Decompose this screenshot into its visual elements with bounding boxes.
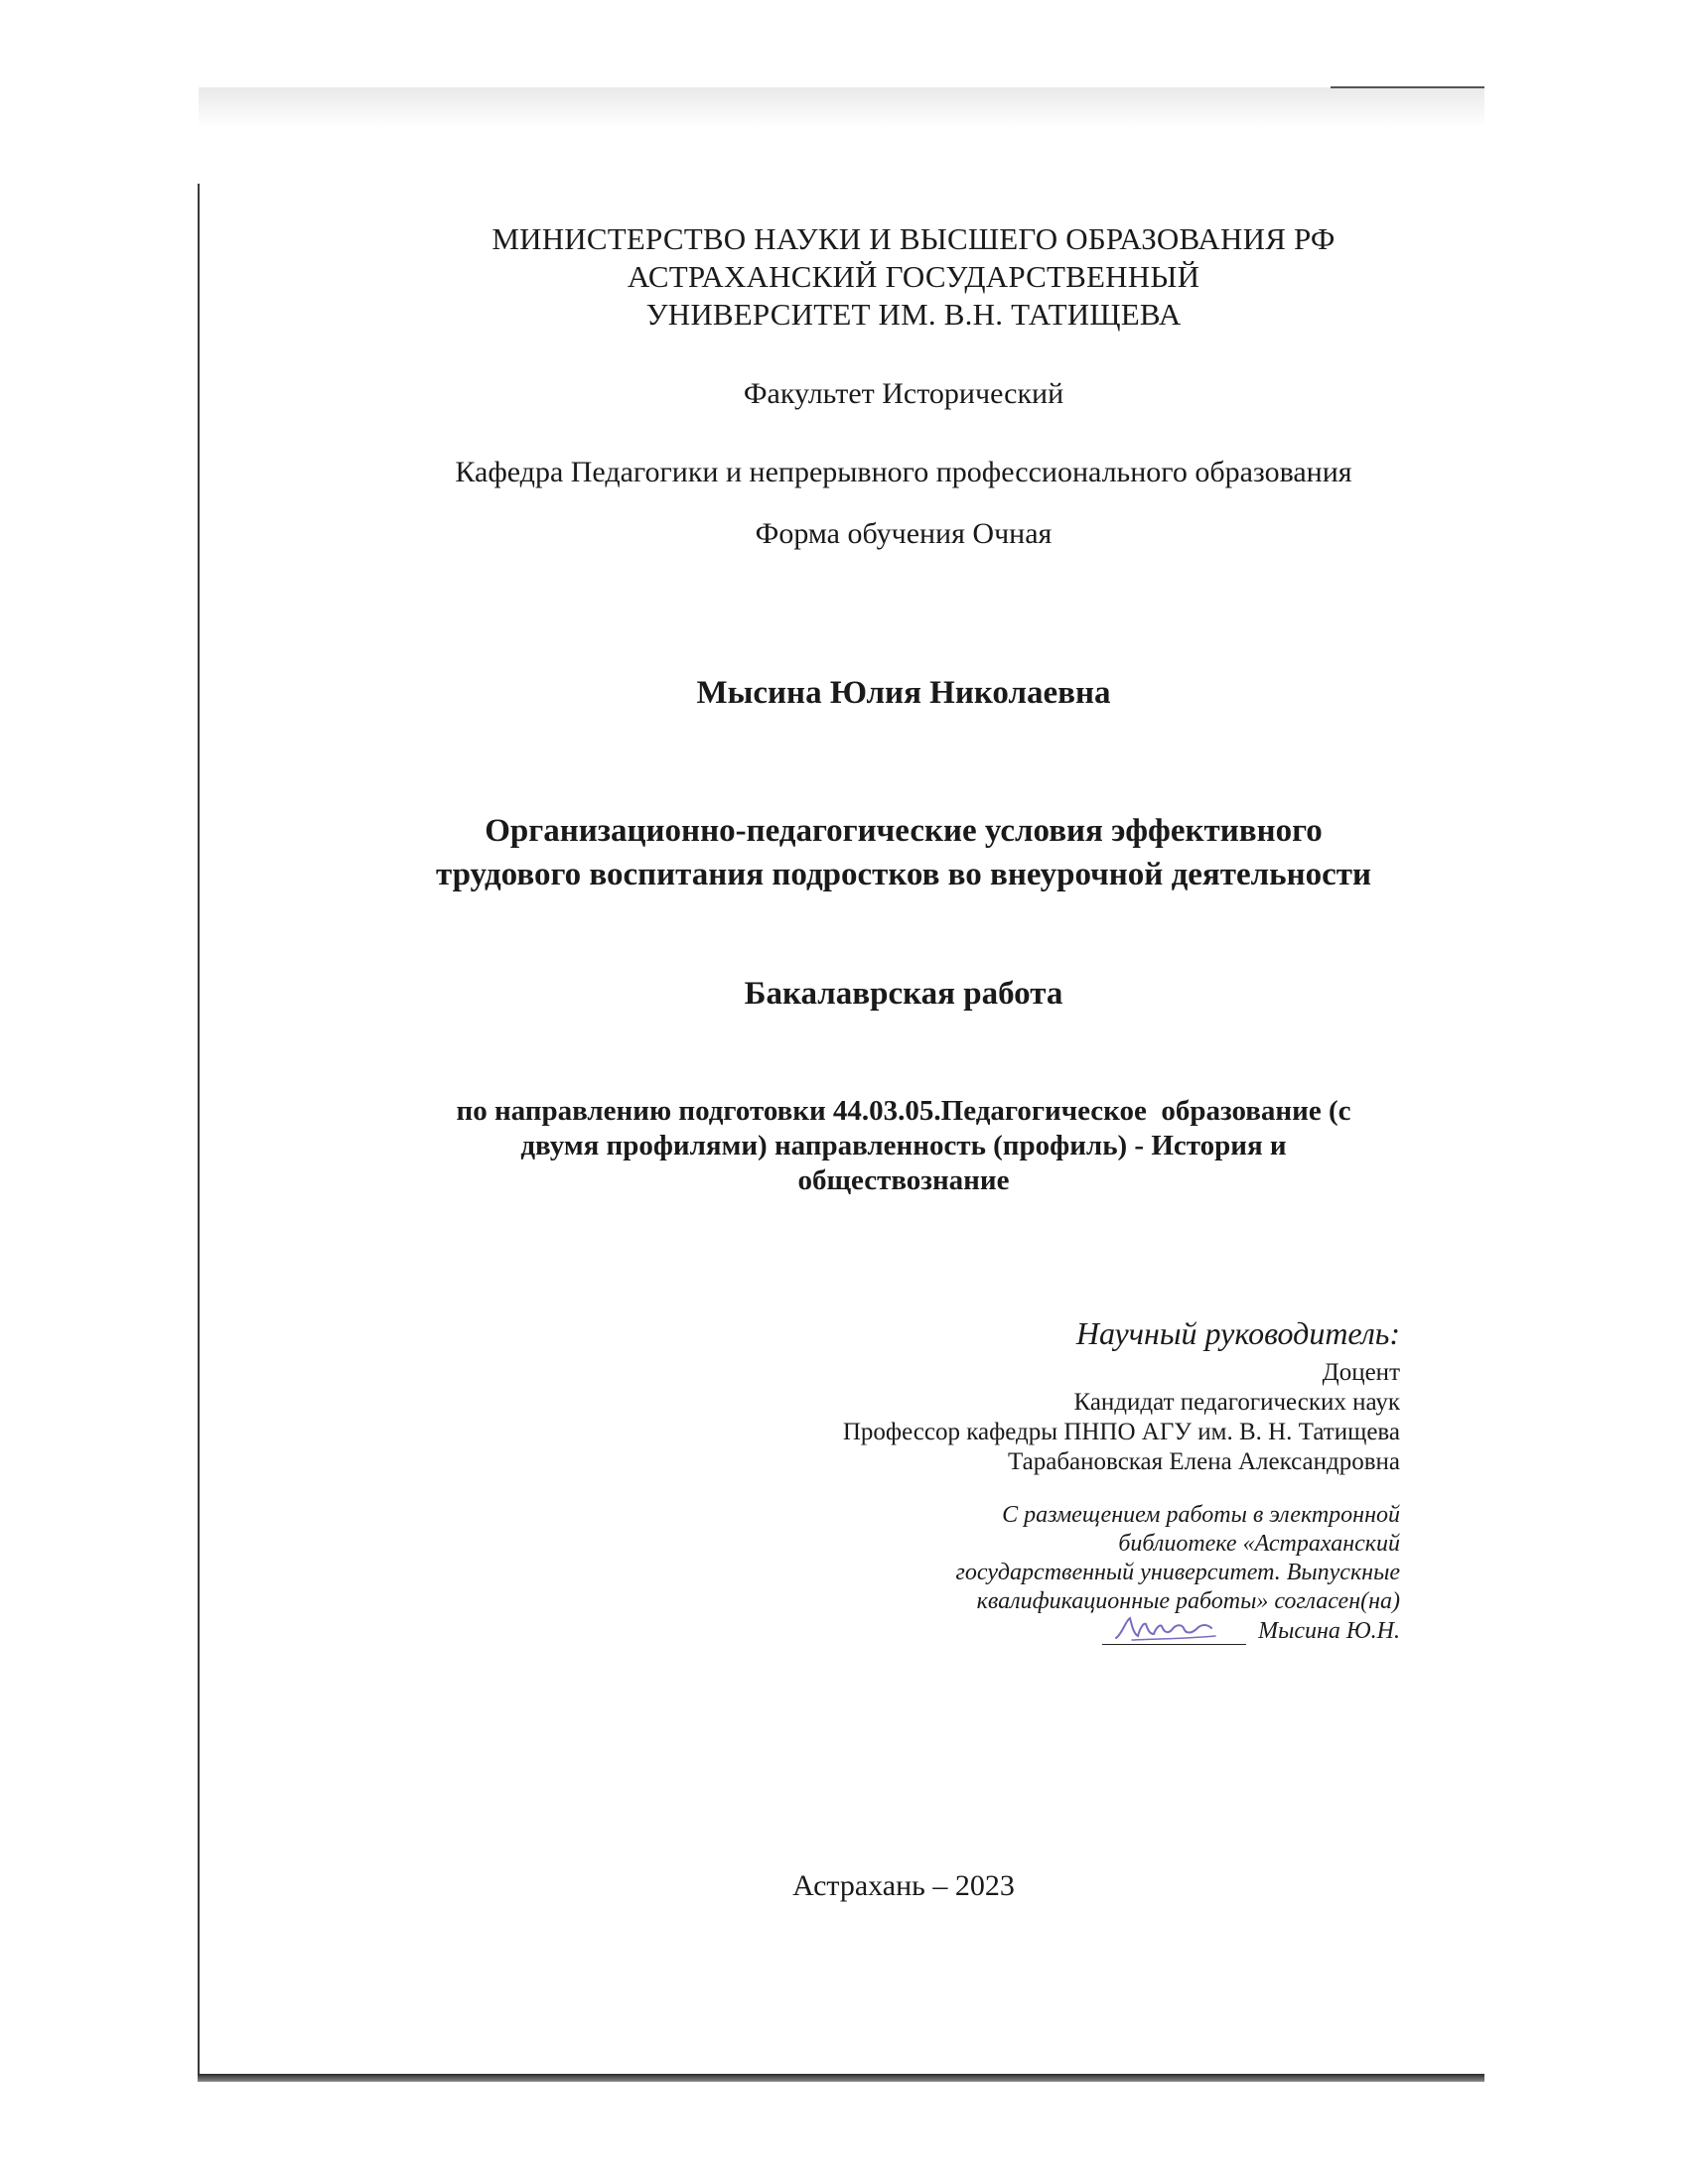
thesis-title-line: Организационно-педагогические условия эффективного <box>485 813 1323 849</box>
thesis-title-line: трудового воспитания подростков во внеурочной деятельности <box>436 857 1371 892</box>
work-type: Бакалаврская работа <box>744 976 1063 1012</box>
consent-line: государственный университет. Выпускные <box>955 1560 1400 1585</box>
signer-name: Мысина Ю.Н. <box>1258 1618 1400 1644</box>
page-edge-left <box>198 184 200 2078</box>
thesis-title <box>357 809 1450 896</box>
supervisor-heading: Научный руководитель: <box>1075 1315 1400 1351</box>
direction-line: двумя профилями) направленность (профиль) - История и <box>520 1130 1287 1161</box>
page-edge-bottom <box>198 2074 1484 2082</box>
supervisor-details <box>843 1358 1400 1477</box>
library-consent <box>955 1501 1400 1616</box>
city-year: Астрахань – 2023 <box>792 1869 1015 1902</box>
direction-line: обществознание <box>797 1164 1010 1196</box>
consent-line: квалификационные работы» согласен(на) <box>976 1588 1400 1614</box>
signature-line <box>1102 1618 1246 1645</box>
direction-line: по направлению подготовки 44.03.05.Педагогическое образование (с <box>456 1095 1351 1127</box>
study-form: Форма обучения Очная <box>755 517 1053 550</box>
ministry-line: МИНИСТЕРСТВО НАУКИ И ВЫСШЕГО ОБРАЗОВАНИЯ РФ <box>492 221 1336 256</box>
signature-row <box>1102 1618 1400 1645</box>
scan-shadow <box>199 87 1484 127</box>
supervisor-degree: Кандидат педагогических наук <box>1073 1389 1400 1416</box>
consent-line: библиотеке «Астраханский <box>1118 1531 1400 1557</box>
consent-line: С размещением работы в электронной <box>1002 1502 1400 1528</box>
page-edge-top <box>1331 86 1484 88</box>
ministry-header <box>387 220 1440 334</box>
supervisor-name: Тарабановская Елена Александровна <box>1008 1448 1400 1475</box>
handwritten-signature <box>1112 1612 1221 1644</box>
faculty: Факультет Исторический <box>743 377 1064 410</box>
university-line-2: УНИВЕРСИТЕТ ИМ. В.Н. ТАТИЩЕВА <box>645 297 1182 332</box>
university-line-1: АСТРАХАНСКИЙ ГОСУДАРСТВЕННЫЙ <box>627 259 1200 294</box>
supervisor-position: Профессор кафедры ПНПО АГУ им. В. Н. Татищева <box>842 1419 1400 1445</box>
supervisor-title: Доцент <box>1322 1359 1400 1386</box>
department: Кафедра Педагогики и непрерывного профессионального образования <box>455 456 1352 488</box>
study-direction <box>417 1094 1390 1198</box>
author-name: Мысина Юлия Николаевна <box>696 675 1111 711</box>
